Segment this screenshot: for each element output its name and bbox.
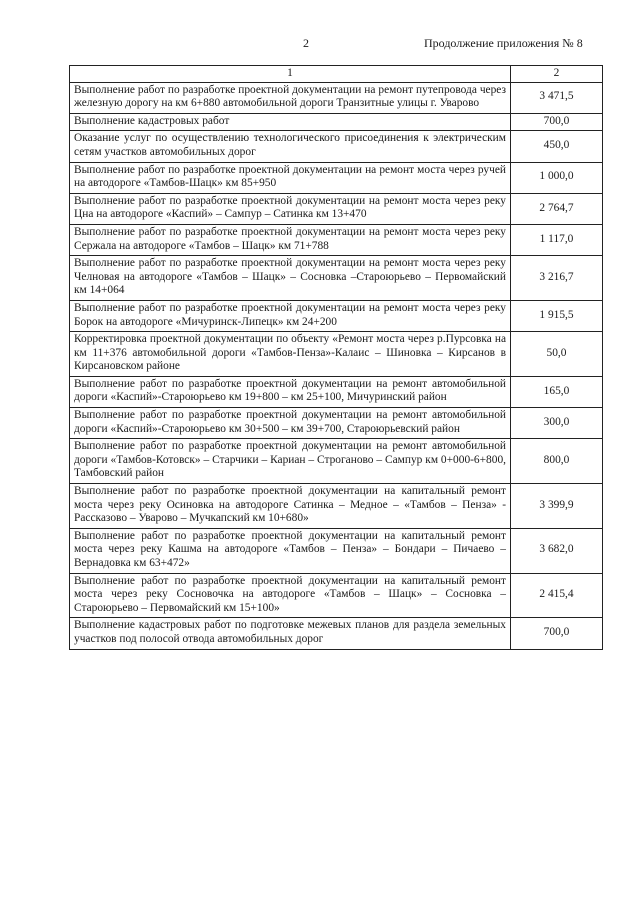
work-description: Оказание услуг по осуществлению технологического присоединения к электрическим сетям участков автомобильных дорог	[70, 131, 511, 162]
work-description: Выполнение работ по разработке проектной документации на ремонт моста через реку Борок на автодороге «Мичуринск-Липецк» км 24+200	[70, 300, 511, 331]
amount-value: 1 117,0	[511, 224, 603, 255]
work-description: Выполнение работ по разработке проектной документации на ремонт моста через реку Сержала на автодороге «Тамбов – Шацк» км 71+788	[70, 224, 511, 255]
work-description: Выполнение работ по разработке проектной документации на ремонт моста через реку Челновая на автодороге «Тамбов – Шацк» – Сосновка –Староюрьево – Первомайский км 14+064	[70, 256, 511, 301]
table-row	[70, 332, 603, 377]
work-description: Выполнение работ по разработке проектной документации на ремонт автомобильной дороги «Тамбов-Котовск» – Старчики – Кариан – Строганово – Сампур км 0+000-6+800, Тамбовский район	[70, 439, 511, 484]
table-row	[70, 300, 603, 331]
table-row	[70, 528, 603, 573]
amount-value: 1 000,0	[511, 162, 603, 193]
table-row	[70, 113, 603, 131]
amount-value: 700,0	[511, 618, 603, 649]
budget-table	[69, 65, 603, 650]
amount-value: 450,0	[511, 131, 603, 162]
work-description: Корректировка проектной документации по объекту «Ремонт моста через р.Пурсовка на км 11+376 автомобильной дороги «Тамбов-Пенза»-Калаис – Шиновка – Кирсанов в Кирсановском районе	[70, 332, 511, 377]
work-description: Выполнение работ по разработке проектной документации на капитальный ремонт моста через реку Осиновка на автодороге Сатинка – Медное – «Тамбов – Пенза» - Рассказово – Уварово – Мучкапский км 10+680»	[70, 484, 511, 529]
work-description: Выполнение кадастровых работ	[70, 113, 511, 131]
work-description: Выполнение работ по разработке проектной документации на ремонт автомобильной дороги «Каспий»-Староюрьево км 30+500 – км 39+700, Староюрьевский район	[70, 408, 511, 439]
amount-value: 3 216,7	[511, 256, 603, 301]
amount-value: 3 399,9	[511, 484, 603, 529]
work-description: Выполнение работ по разработке проектной документации на капитальный ремонт моста через реку Кашма на автодороге «Тамбов – Пенза» – Бондари – Пичаево – Вернадовка км 63+472»	[70, 528, 511, 573]
work-description: Выполнение работ по разработке проектной документации на капитальный ремонт моста через реку Сосновочка на автодороге «Тамбов – Шацк» – Сосновка – Староюрьево – Первомайский км 15+100»	[70, 573, 511, 618]
amount-value: 2 764,7	[511, 193, 603, 224]
work-description: Выполнение работ по разработке проектной документации на ремонт моста через реку Цна на автодороге «Каспий» – Сампур – Сатинка км 13+470	[70, 193, 511, 224]
amount-value: 2 415,4	[511, 573, 603, 618]
table-row	[70, 131, 603, 162]
amount-value: 165,0	[511, 376, 603, 407]
table-row	[70, 618, 603, 649]
table-header-row	[70, 66, 603, 83]
page-number: 2	[303, 36, 309, 50]
amount-value: 3 682,0	[511, 528, 603, 573]
column-header-1: 1	[70, 66, 511, 83]
amount-value: 300,0	[511, 408, 603, 439]
work-description: Выполнение работ по разработке проектной документации на ремонт моста через ручей на автодороге «Тамбов-Шацк» км 85+950	[70, 162, 511, 193]
table-row	[70, 193, 603, 224]
work-description: Выполнение работ по разработке проектной документации на ремонт путепровода через железную дорогу на км 6+880 автомобильной дороги Транзитные улицы г. Уварово	[70, 82, 511, 113]
appendix-label: Продолжение приложения № 8	[424, 36, 583, 50]
table-row	[70, 224, 603, 255]
table-row	[70, 439, 603, 484]
amount-value: 50,0	[511, 332, 603, 377]
table-row	[70, 376, 603, 407]
table-row	[70, 162, 603, 193]
table-row	[70, 408, 603, 439]
amount-value: 700,0	[511, 113, 603, 131]
table-row	[70, 484, 603, 529]
amount-value: 1 915,5	[511, 300, 603, 331]
table-row	[70, 573, 603, 618]
table-row	[70, 256, 603, 301]
column-header-2: 2	[511, 66, 603, 83]
amount-value: 3 471,5	[511, 82, 603, 113]
amount-value: 800,0	[511, 439, 603, 484]
work-description: Выполнение работ по разработке проектной документации на ремонт автомобильной дороги «Каспий»-Староюрьево км 19+800 – км 25+100, Мичуринский район	[70, 376, 511, 407]
work-description: Выполнение кадастровых работ по подготовке межевых планов для раздела земельных участков под полосой отвода автомобильных дорог	[70, 618, 511, 649]
table-row	[70, 82, 603, 113]
